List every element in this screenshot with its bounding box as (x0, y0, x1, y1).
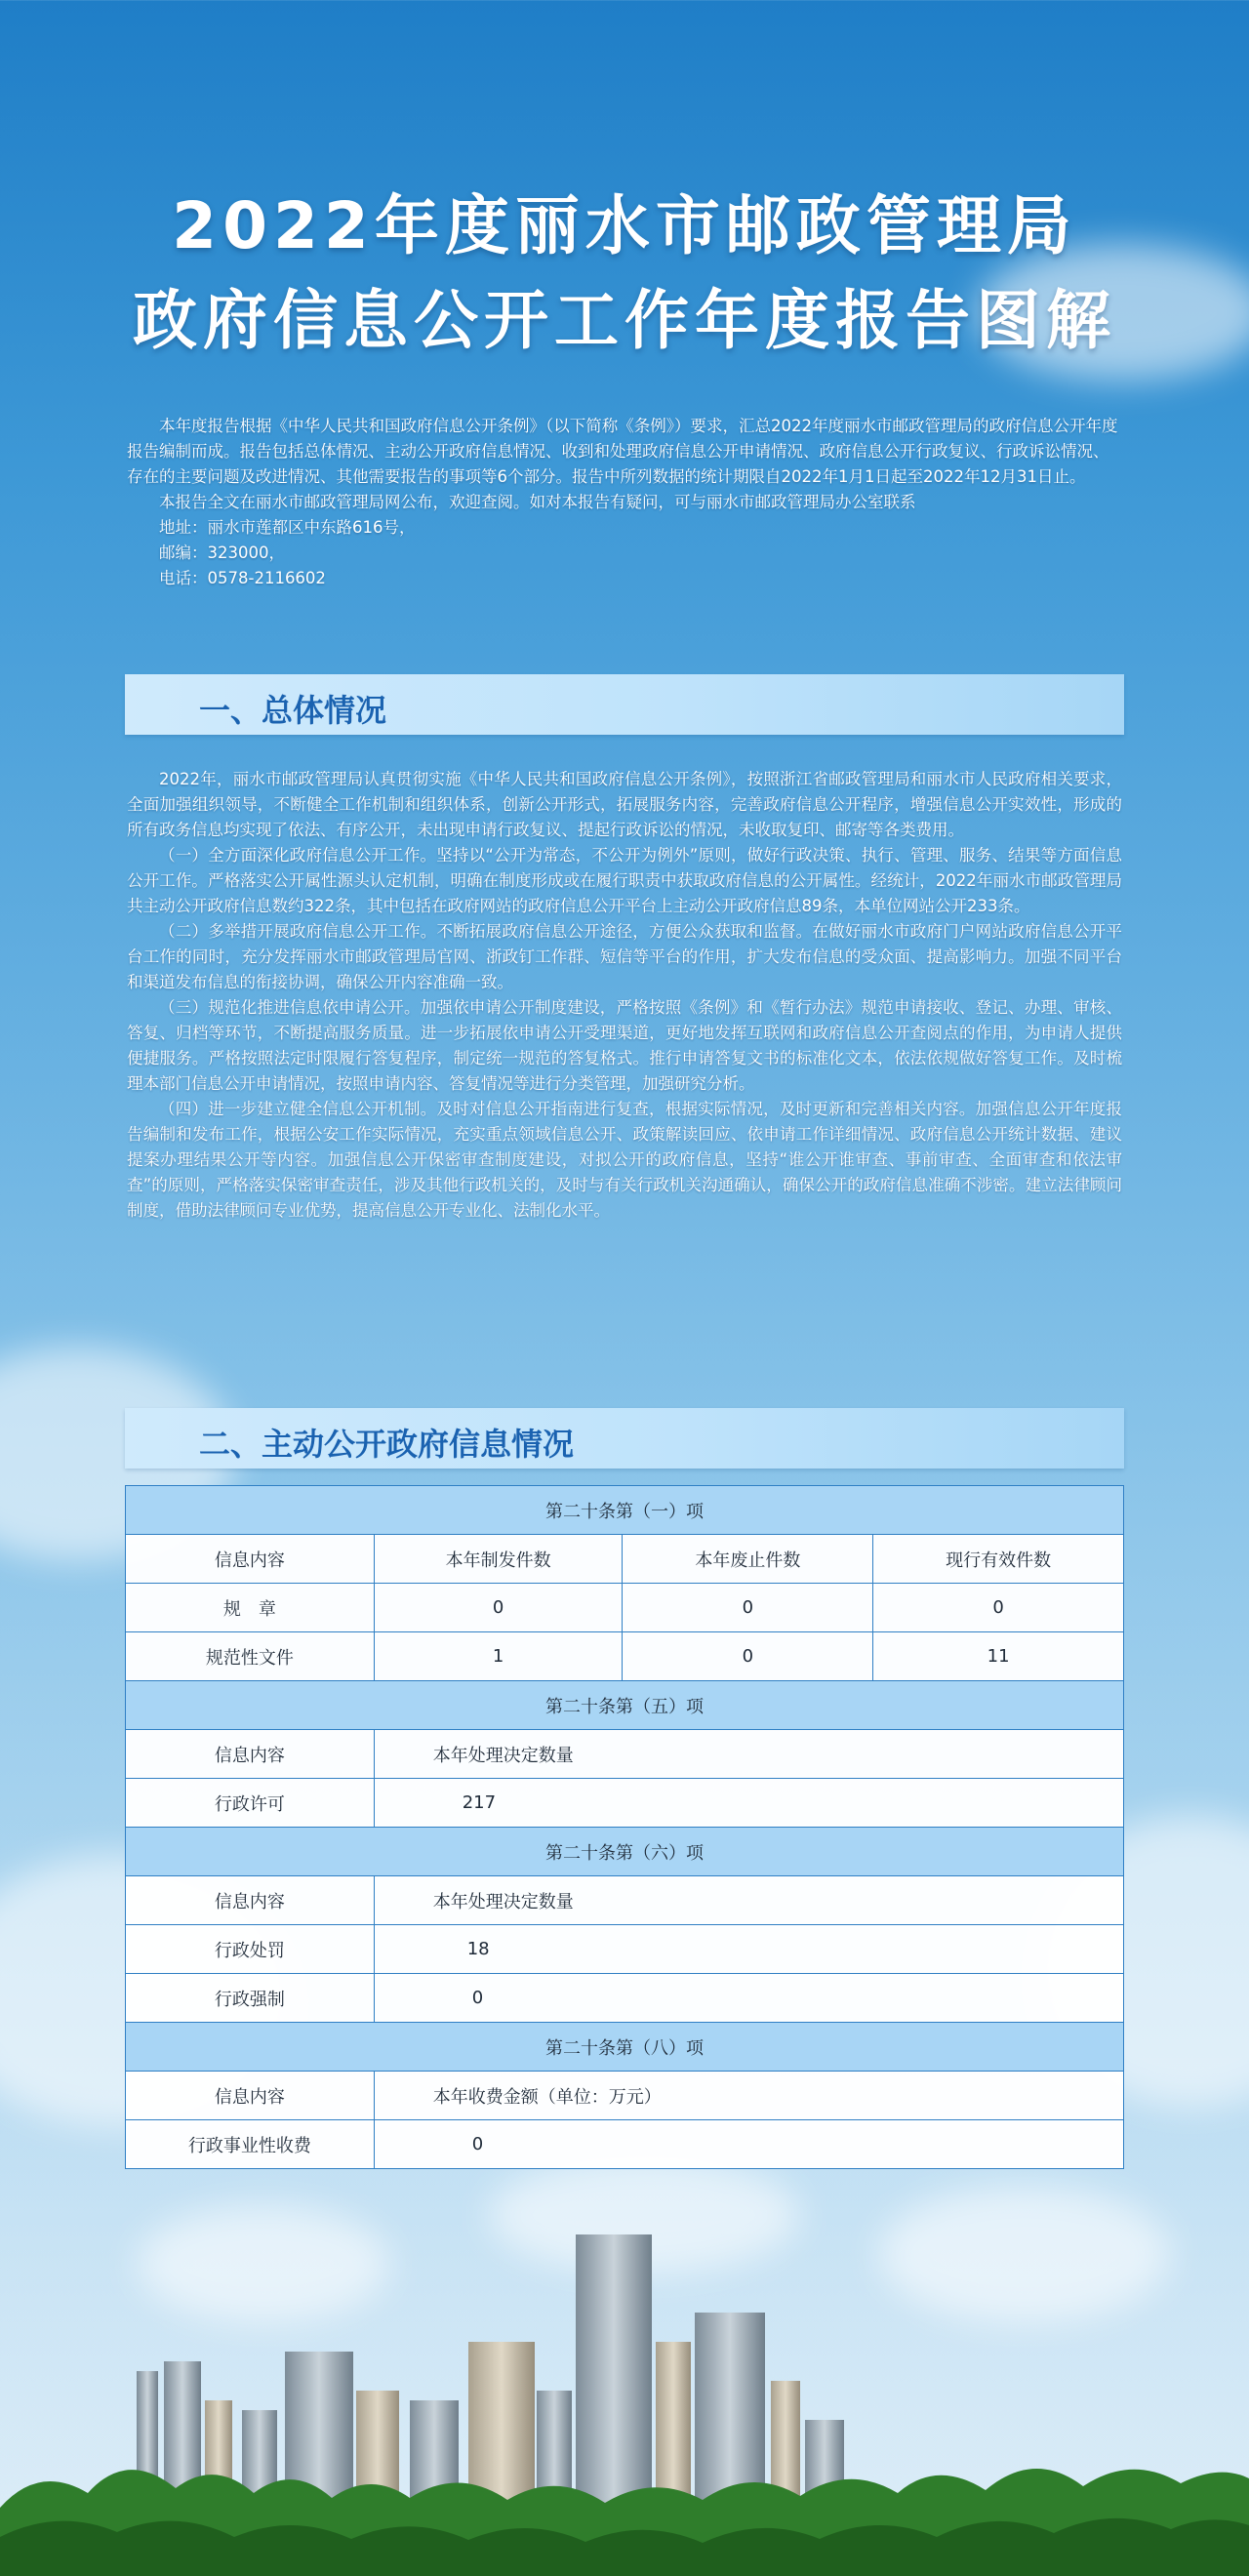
table-header-cell: 信息内容 (126, 1876, 375, 1925)
overview-body (127, 767, 1122, 1224)
overview-paragraph: （三）规范化推进信息依申请公开。加强依申请公开制度建设，严格按照《条例》和《暂行办法》规范申请接收、登记、办理、审核、答复、归档等环节，不断提高服务质量。进一步拓展依申请公开受理渠道，更好地发挥互联网和政府信息公开查阅点的作用，为申请人提供便捷服务。严格按照法定时限履行答复程序，制定统一规范的答复格式。推行申请答复文书的标准化文本，依法依规做好答复工作。及时梳理本部门信息公开申请情况，按照申请内容、答复情况等进行分类管理，加强研究分析。 (127, 998, 1122, 1093)
table-header-cell: 本年制发件数 (374, 1535, 623, 1584)
table-cell: 行政强制 (126, 1974, 375, 2023)
overview-paragraph: 2022年，丽水市邮政管理局认真贯彻实施《中华人民共和国政府信息公开条例》，按照浙江省邮政管理局和丽水市人民政府相关要求，全面加强组织领导，不断健全工作机制和组织体系，创新公开形式，拓展服务内容，完善政府信息公开程序，增强信息公开实效性，形成的所有政务信息均实现了依法、有序公开，未出现申请行政复议、提起行政诉讼的情况，未收取复印、邮寄等各类费用。 (127, 770, 1122, 839)
table-row (126, 1974, 1124, 2023)
table-row (126, 1876, 1124, 1925)
section-title: 一、总体情况 (199, 692, 387, 729)
table-header-cell: 信息内容 (126, 1730, 375, 1779)
city-skyline-illustration (0, 2215, 1249, 2576)
table-row (126, 1779, 1124, 1828)
table-cell: 0 (374, 1974, 1123, 2023)
table-section-row (126, 1486, 1124, 1535)
table-section-title: 第二十条第（八）项 (126, 2023, 1124, 2072)
contact-postcode: 邮编：323000， (159, 543, 285, 562)
table-row (126, 1632, 1124, 1681)
table-header-cell: 信息内容 (126, 2072, 375, 2120)
table-section-row (126, 2023, 1124, 2072)
table-cell: 217 (374, 1779, 1123, 1828)
page-title-line1: 2022年度丽水市邮政管理局 (172, 188, 1077, 263)
table-cell: 0 (873, 1584, 1124, 1632)
disclosure-table (125, 1485, 1124, 2169)
intro-paragraph: 本年度报告根据《中华人民共和国政府信息公开条例》（以下简称《条例》）要求，汇总2022年度丽水市邮政管理局的政府信息公开年度报告编制而成。报告包括总体情况、主动公开政府信息情况、收到和处理政府信息公开申请情况、政府信息公开行政复议、行政诉讼情况、存在的主要问题及改进情况、其他需要报告的事项等6个部分。报告中所列数据的统计期限自2022年1月1日起至2022年12月31日止。 (127, 417, 1118, 486)
table-cell: 0 (623, 1632, 873, 1681)
table-cell: 0 (374, 2120, 1123, 2169)
table-header-cell: 本年处理决定数量 (374, 1876, 1123, 1925)
table-row (126, 1925, 1124, 1974)
overview-paragraph: （二）多举措开展政府信息公开工作。不断拓展政府信息公开途径，方便公众获取和监督。在做好丽水市政府门户网站政府信息公开平台工作的同时，充分发挥丽水市邮政管理局官网、浙政钉工作群、短信等平台的作用，扩大发布信息的受众面、提高影响力。加强不同平台和渠道发布信息的衔接协调，确保公开内容准确一致。 (127, 922, 1122, 991)
table-row (126, 1535, 1124, 1584)
table-row (126, 2072, 1124, 2120)
table-cell: 行政事业性收费 (126, 2120, 375, 2169)
table-section-row (126, 1681, 1124, 1730)
intro-contact-paragraph: 本报告全文在丽水市邮政管理局网公布，欢迎查阅。如对本报告有疑问，可与丽水市邮政管理局办公室联系 (159, 493, 916, 511)
table-cell: 18 (374, 1925, 1123, 1974)
table-cell: 规 章 (126, 1584, 375, 1632)
intro-block (127, 414, 1122, 591)
table-row (126, 1730, 1124, 1779)
page-title-line2: 政府信息公开工作年度报告图解 (133, 283, 1116, 358)
table-section-title: 第二十条第（五）项 (126, 1681, 1124, 1730)
table-header-cell: 信息内容 (126, 1535, 375, 1584)
table-row (126, 1584, 1124, 1632)
table-section-title: 第二十条第（六）项 (126, 1828, 1124, 1876)
table-cell: 11 (873, 1632, 1124, 1681)
section-header-active-disclosure (125, 1408, 1124, 1469)
contact-address: 地址：丽水市莲都区中东路616号， (159, 518, 416, 537)
table-row (126, 2120, 1124, 2169)
table-cell: 规范性文件 (126, 1632, 375, 1681)
table-header-cell: 现行有效件数 (873, 1535, 1124, 1584)
section-header-overview (125, 674, 1124, 735)
table-header-cell: 本年收费金额（单位：万元） (374, 2072, 1123, 2120)
table-section-row (126, 1828, 1124, 1876)
table-cell: 行政许可 (126, 1779, 375, 1828)
table-cell: 行政处罚 (126, 1925, 375, 1974)
table-cell: 0 (374, 1584, 623, 1632)
overview-paragraph: （四）进一步建立健全信息公开机制。及时对信息公开指南进行复查，根据实际情况，及时更新和完善相关内容。加强信息公开年度报告编制和发布工作，根据公安工作实际情况，充实重点领域信息公开、政策解读回应、依申请工作详细情况、政府信息公开统计数据、建议提案办理结果公开等内容。加强信息公开保密审查制度建设，对拟公开的政府信息，坚持“谁公开谁审查、事前审查、全面审查和依法审查”的原则，严格落实保密审查责任，涉及其他行政机关的，及时与有关行政机关沟通确认，确保公开的政府信息准确不涉密。建立法律顾问制度，借助法律顾问专业优势，提高信息公开专业化、法制化水平。 (127, 1100, 1122, 1220)
section-title: 二、主动公开政府信息情况 (199, 1426, 575, 1463)
table-cell: 0 (623, 1584, 873, 1632)
table-cell: 1 (374, 1632, 623, 1681)
contact-phone: 电话：0578-2116602 (159, 569, 326, 587)
overview-paragraph: （一）全方面深化政府信息公开工作。坚持以“公开为常态，不公开为例外”原则，做好行政决策、执行、管理、服务、结果等方面信息公开工作。严格落实公开属性源头认定机制，明确在制度形成或在履行职责中获取政府信息的公开属性。经统计，2022年丽水市邮政管理局共主动公开政府信息数约322条，其中包括在政府网站的政府信息公开平台上主动公开政府信息89条，本单位网站公开233条。 (127, 846, 1122, 915)
table-header-cell: 本年处理决定数量 (374, 1730, 1123, 1779)
table-header-cell: 本年废止件数 (623, 1535, 873, 1584)
table-section-title: 第二十条第（一）项 (126, 1486, 1124, 1535)
